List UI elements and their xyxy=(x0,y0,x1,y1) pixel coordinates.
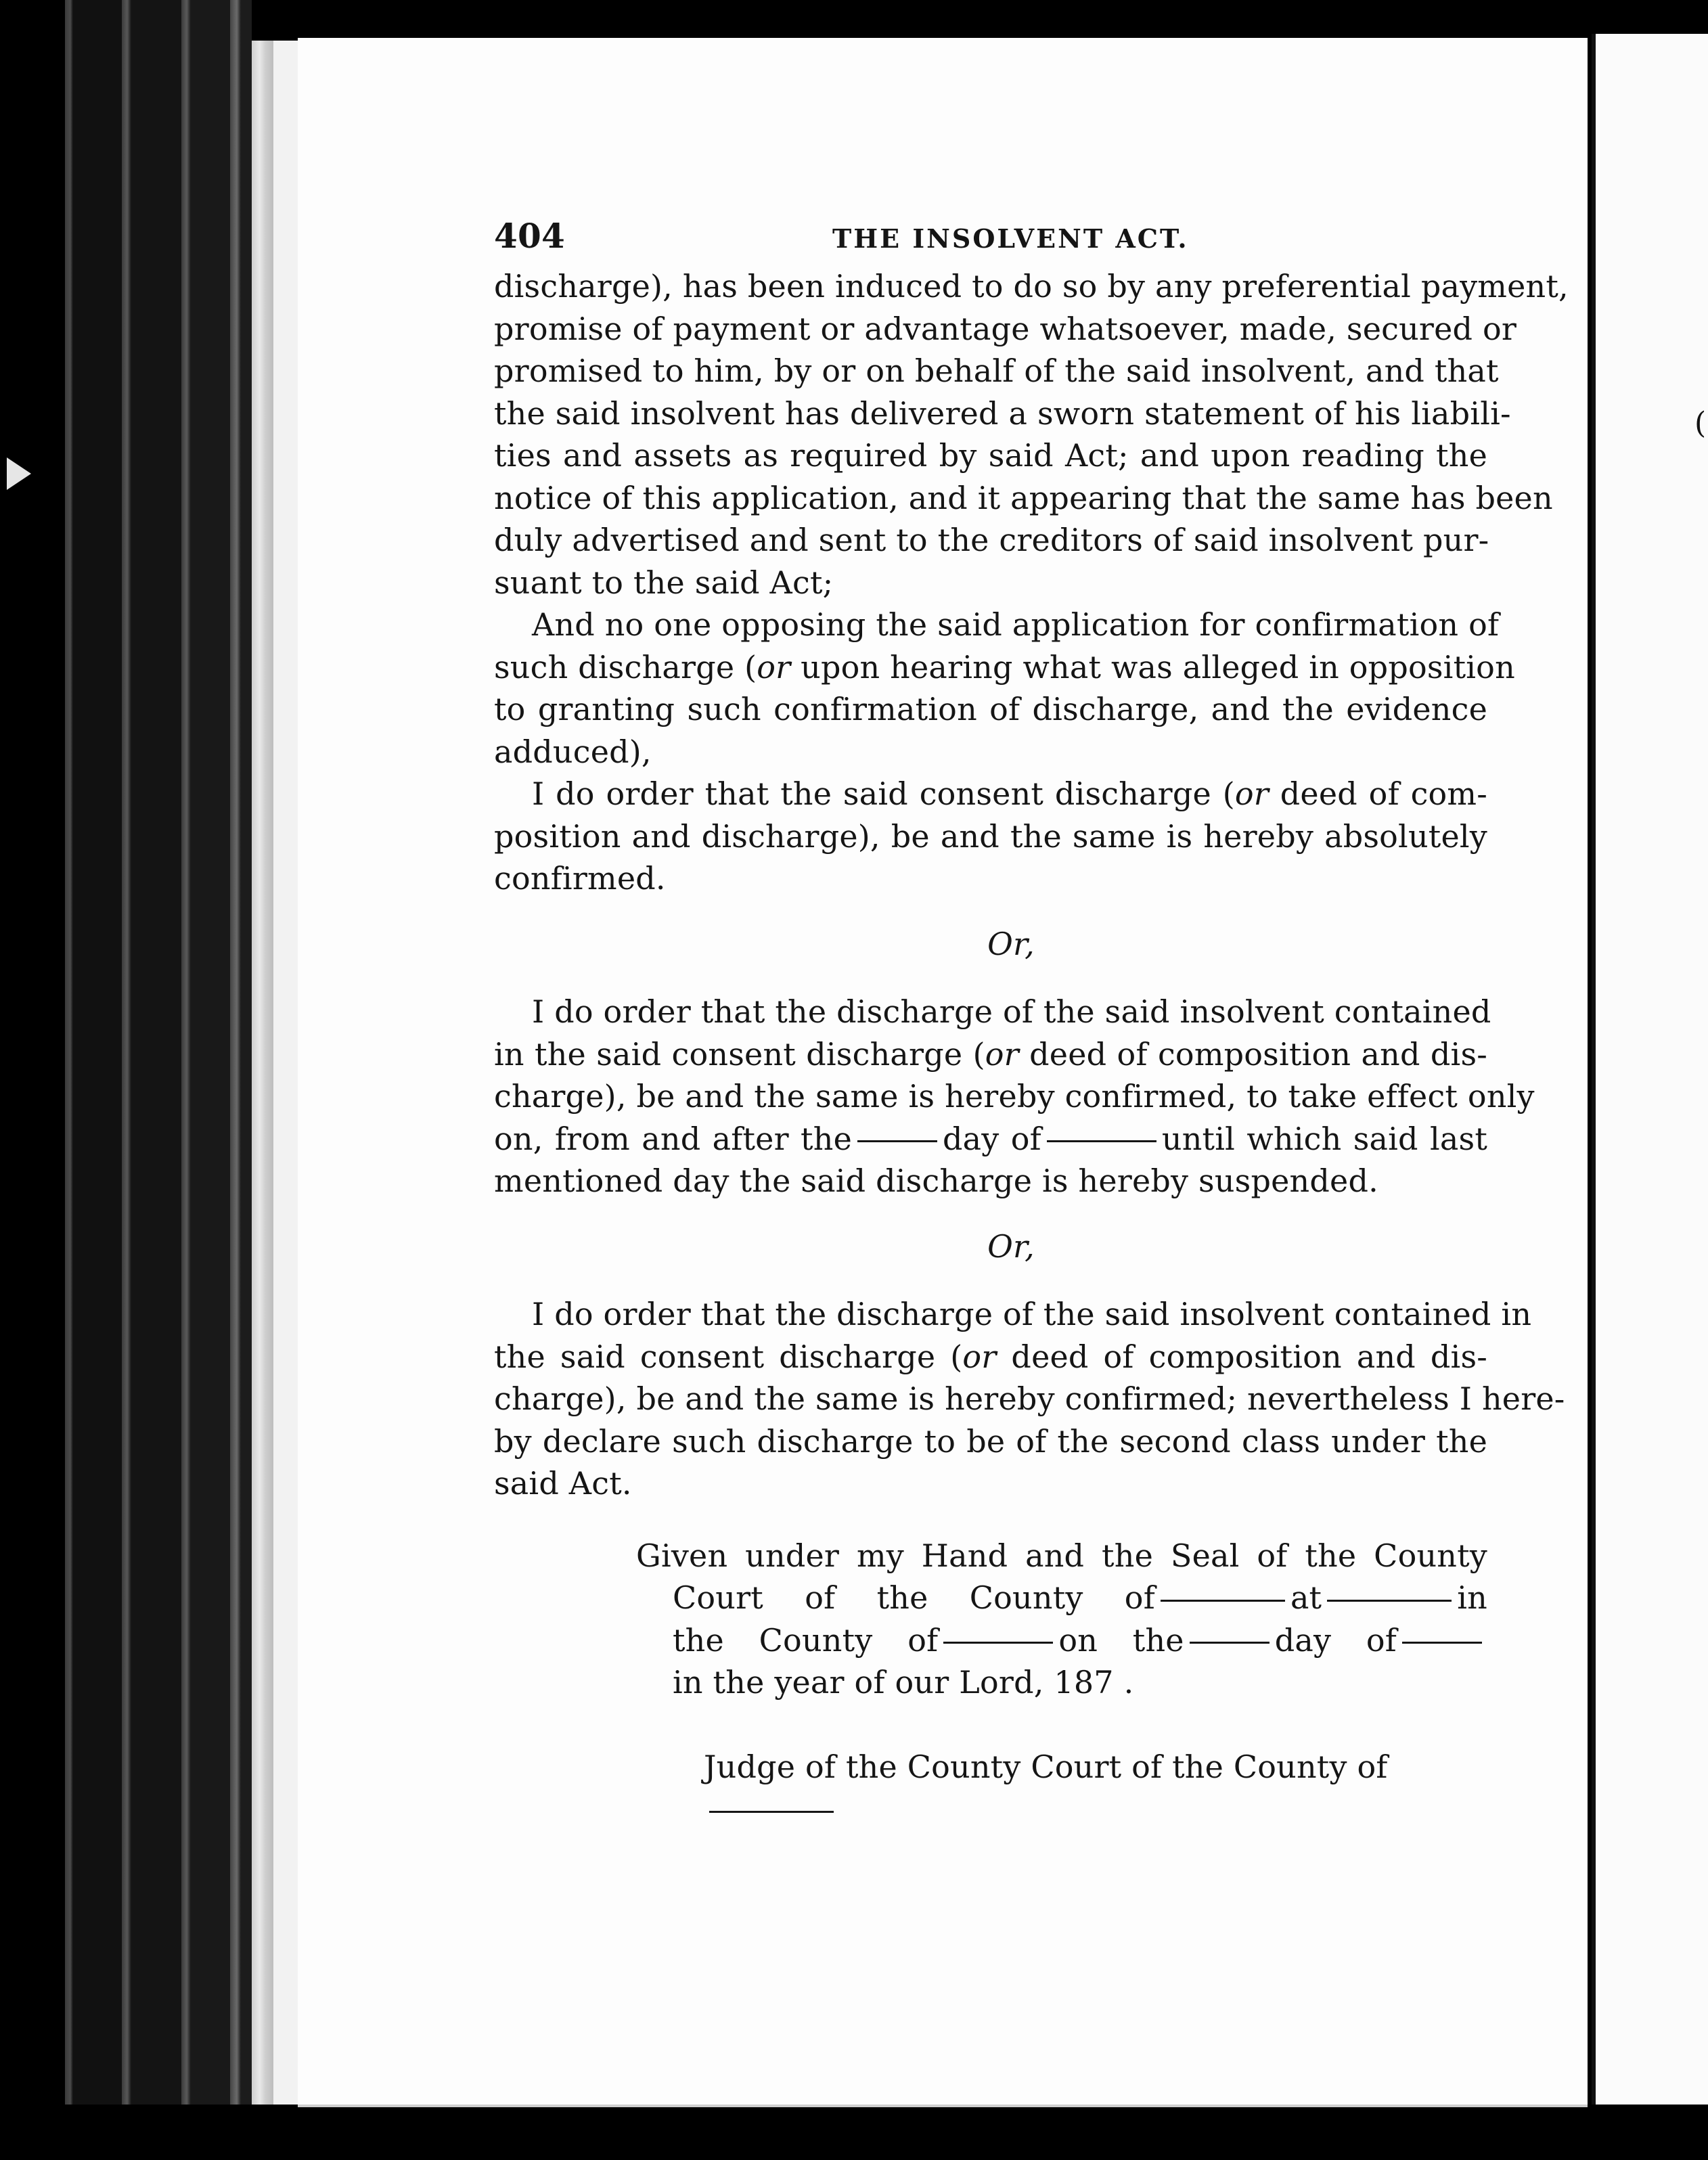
blank-line xyxy=(943,1642,1053,1644)
blank-line xyxy=(857,1140,937,1142)
paragraph-order-second-class xyxy=(494,1293,1565,1505)
running-head xyxy=(494,215,1487,265)
text-line: to granting such confirmation of discharge, and the evidence xyxy=(494,691,1487,727)
text-line: I do order that the said consent discharge (or deed of com- xyxy=(532,775,1487,812)
paragraph-order-suspended xyxy=(494,991,1535,1202)
facing-page-edge xyxy=(1592,34,1708,2111)
text-line: confirmed. xyxy=(494,860,666,897)
text-line: discharge), has been induced to do so by any preferential payment, xyxy=(494,268,1569,305)
facing-page-glyph: ( xyxy=(1694,406,1707,441)
text-line: said Act. xyxy=(494,1465,632,1502)
text-line: adduced), xyxy=(494,733,652,770)
blank-line xyxy=(1161,1600,1285,1602)
text-line: Court of the County of at in xyxy=(673,1579,1487,1616)
text-line: charge), be and the same is hereby confirmed; nevertheless I here- xyxy=(494,1380,1565,1417)
blank-line xyxy=(1190,1642,1269,1644)
judge-signature-line xyxy=(494,1746,1487,1830)
page-content xyxy=(494,215,1569,1830)
text-line: And no one opposing the said application for confirmation of xyxy=(532,606,1500,643)
text-line: the said insolvent has delivered a sworn statement of his liabili- xyxy=(494,395,1511,432)
text-line: notice of this application, and it appearing that the same has been xyxy=(494,479,1553,516)
blank-line xyxy=(709,1811,834,1813)
text-line: promise of payment or advantage whatsoever, made, secured or xyxy=(494,310,1517,347)
paragraph-no-opposition xyxy=(494,604,1515,773)
text-line: I do order that the discharge of the said insolvent contained in xyxy=(532,1296,1532,1332)
scan-border-top xyxy=(252,0,298,41)
text-line: in the said consent discharge (or deed of composition and dis- xyxy=(494,1035,1487,1073)
blank-line xyxy=(1047,1140,1156,1142)
page-number: 404 xyxy=(494,216,565,256)
text-line: charge), be and the same is hereby confirmed, to take effect only xyxy=(494,1078,1535,1115)
text-line: by declare such discharge to be of the second class under the xyxy=(494,1422,1487,1460)
paragraph-order-confirmed xyxy=(494,773,1487,900)
book-fore-edge xyxy=(0,0,298,2160)
signature-label: Judge of the County Court of the County of xyxy=(704,1748,1388,1785)
text-line: position and discharge), be and the same is hereby absolutely xyxy=(494,817,1487,855)
text-line: I do order that the discharge of the said insolvent contained xyxy=(532,993,1491,1030)
attestation-block xyxy=(494,1535,1487,1704)
text-line: the County of on the day of xyxy=(673,1619,1487,1662)
text-line: Given under my Hand and the Seal of the County xyxy=(636,1537,1487,1574)
text-line: ties and assets as required by said Act; and upon reading the xyxy=(494,437,1487,474)
text-line: on, from and after the day of until which said last xyxy=(494,1120,1488,1157)
alternative-heading: Or, xyxy=(987,925,1035,962)
alternative-heading: Or, xyxy=(987,1228,1035,1265)
text-line: mentioned day the said discharge is hereby suspended. xyxy=(494,1163,1378,1199)
blank-line xyxy=(1402,1642,1482,1644)
text-line: the said consent discharge (or deed of composition and dis- xyxy=(494,1338,1487,1375)
text-line: in the year of our Lord, 187 . xyxy=(673,1664,1134,1701)
book-page xyxy=(298,38,1588,2107)
text-line: suant to the said Act; xyxy=(494,564,834,601)
text-line: duly advertised and sent to the creditors of said insolvent pur- xyxy=(494,522,1489,558)
page-title: THE INSOLVENT ACT. xyxy=(832,223,1189,254)
text-line: promised to him, by or on behalf of the said insolvent, and that xyxy=(494,353,1499,389)
text-line: such discharge (or upon hearing what was alleged in opposition xyxy=(494,648,1515,685)
blank-line xyxy=(1327,1600,1452,1602)
paragraph-continuation xyxy=(494,265,1569,604)
scan-border-bottom xyxy=(0,2105,1708,2160)
